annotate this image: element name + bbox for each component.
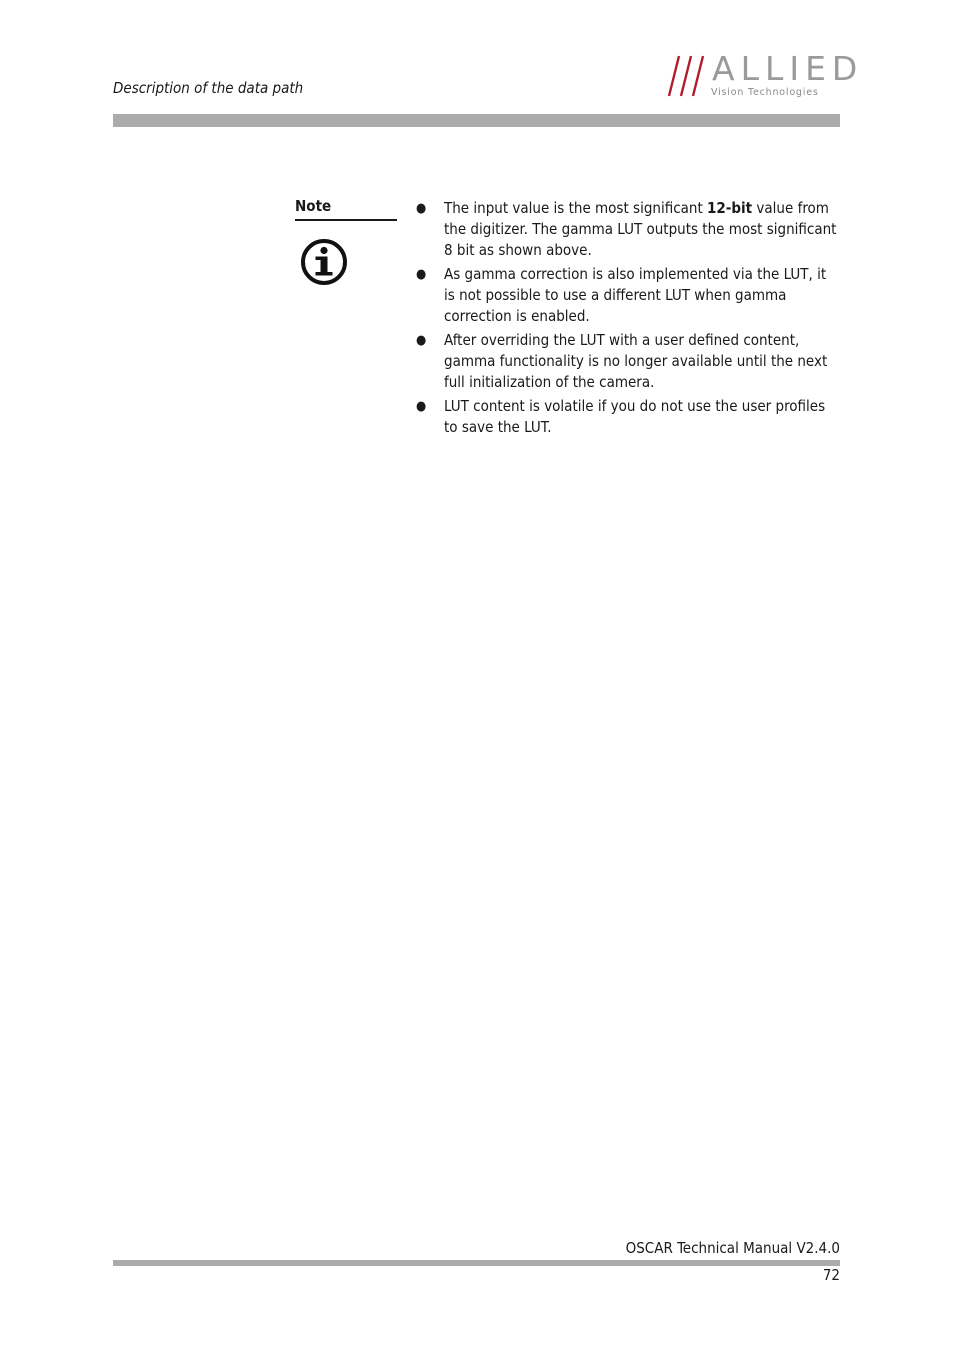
bullet-bold-text: 12-bit (707, 199, 753, 217)
section-title: Description of the data path (113, 79, 304, 97)
footer-divider (113, 1260, 840, 1266)
allied-logo (666, 49, 864, 100)
manual-title: OSCAR Technical Manual V2.4.0 (625, 1239, 840, 1257)
list-item (414, 198, 840, 261)
list-item (414, 264, 840, 327)
bullet-text: After overriding the LUT with a user defined content, gamma functionality is no longer available until the next full initialization of the camera. (444, 331, 828, 391)
bullet-text: LUT content is volatile if you do not use the user profiles to save the LUT. (444, 397, 826, 436)
bullet-icon: ● (416, 267, 427, 282)
bullet-icon: ● (416, 333, 427, 348)
bullet-icon: ● (416, 201, 427, 216)
page-number: 72 (822, 1266, 840, 1284)
info-icon (300, 238, 348, 286)
bullet-text-before: The input value is the most significant (444, 199, 708, 217)
logo-tagline: Vision Technologies (711, 87, 819, 98)
bullet-text: As gamma correction is also implemented via the LUT, it is not possible to use a different LUT when gamma correction is enabled. (444, 265, 827, 325)
note-bullet-list (414, 198, 840, 441)
header-divider (113, 114, 840, 127)
logo-wordmark: ALLIED (712, 49, 864, 88)
bullet-text-after: value from the digitizer. The gamma LUT outputs the most significant 8 bit as shown above. (444, 199, 837, 259)
note-underline (295, 219, 397, 221)
note-label: Note (295, 197, 332, 215)
list-item (414, 330, 840, 393)
logo-slashes-icon (666, 52, 710, 98)
bullet-icon: ● (416, 399, 427, 414)
list-item (414, 396, 840, 438)
